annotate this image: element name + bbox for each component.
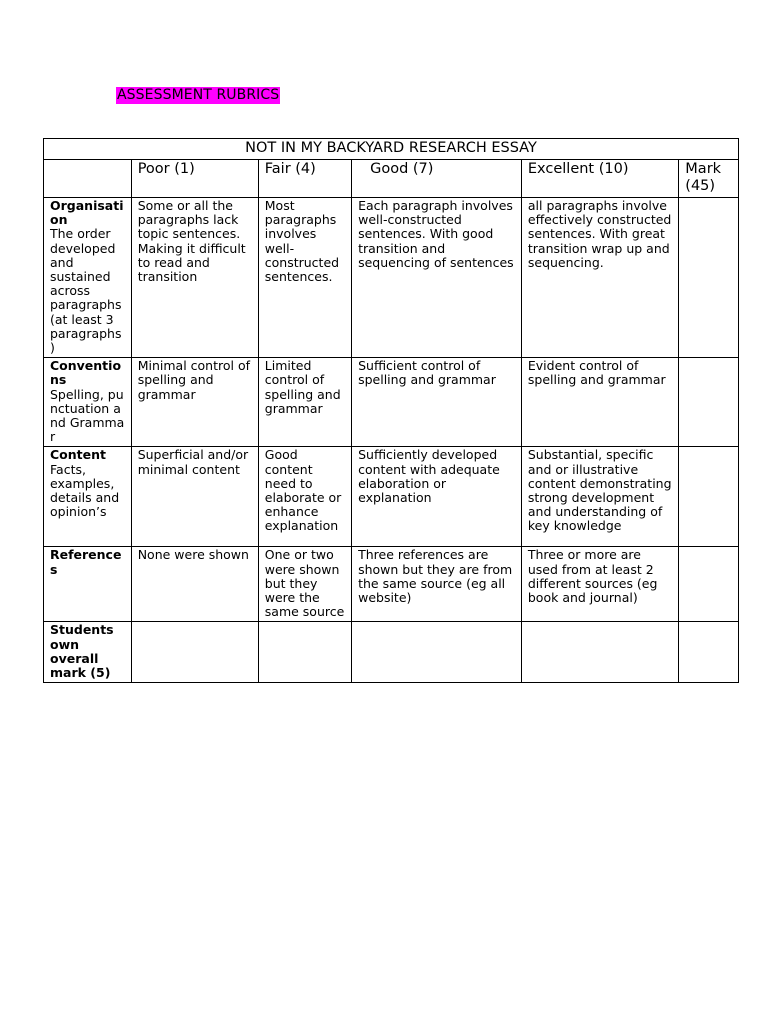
excellent-cell: Substantial, specific and or illustrative content demonstrating strong development and understanding of key knowledge bbox=[521, 447, 678, 547]
poor-cell: Some or all the paragraphs lack topic sentences. Making it difficult to read and transition bbox=[131, 198, 258, 358]
poor-cell: None were shown bbox=[131, 547, 258, 622]
fair-cell: Good content need to elaborate or enhance explanation bbox=[258, 447, 351, 547]
header-poor: Poor (1) bbox=[131, 160, 258, 198]
good-cell: Three references are shown but they are from the same source (eg all website) bbox=[352, 547, 522, 622]
fair-cell: Most paragraphs involves well-constructed sentences. bbox=[258, 198, 351, 358]
mark-cell bbox=[679, 358, 739, 447]
fair-cell: Limited control of spelling and grammar bbox=[258, 358, 351, 447]
excellent-cell: Evident control of spelling and grammar bbox=[521, 358, 678, 447]
excellent-cell bbox=[521, 622, 678, 683]
criteria-name: Organisation bbox=[50, 198, 124, 228]
header-excellent: Excellent (10) bbox=[521, 160, 678, 198]
good-cell bbox=[352, 622, 522, 683]
table-title-row bbox=[44, 139, 739, 160]
criteria-cell bbox=[44, 547, 132, 622]
poor-cell: Superficial and/or minimal content bbox=[131, 447, 258, 547]
criteria-description: Spelling, punctuation and Grammar bbox=[50, 386, 125, 445]
excellent-cell: Three or more are used from at least 2 different sources (eg book and journal) bbox=[521, 547, 678, 622]
rubric-table bbox=[43, 138, 739, 683]
table-row bbox=[44, 547, 739, 622]
criteria-cell bbox=[44, 622, 132, 683]
header-mark: Mark (45) bbox=[679, 160, 739, 198]
criteria-name: Conventions bbox=[50, 358, 122, 388]
table-row bbox=[44, 198, 739, 358]
header-good: Good (7) bbox=[352, 160, 522, 198]
criteria-cell bbox=[44, 198, 132, 358]
table-title: NOT IN MY BACKYARD RESEARCH ESSAY bbox=[44, 139, 739, 160]
criteria-name: Content bbox=[50, 447, 106, 463]
poor-cell bbox=[131, 622, 258, 683]
mark-cell bbox=[679, 547, 739, 622]
mark-cell bbox=[679, 622, 739, 683]
header-fair: Fair (4) bbox=[258, 160, 351, 198]
excellent-cell: all paragraphs involve effectively constructed sentences. With great transition wrap up and sequencing. bbox=[521, 198, 678, 358]
criteria-cell bbox=[44, 447, 132, 547]
fair-cell: One or two were shown but they were the same source bbox=[258, 547, 351, 622]
criteria-cell bbox=[44, 358, 132, 447]
header-row bbox=[44, 160, 739, 198]
table-row bbox=[44, 622, 739, 683]
mark-cell bbox=[679, 198, 739, 358]
good-cell: Sufficiently developed content with adequate elaboration or explanation bbox=[352, 447, 522, 547]
poor-cell: Minimal control of spelling and grammar bbox=[131, 358, 258, 447]
mark-cell bbox=[679, 447, 739, 547]
table-row bbox=[44, 447, 739, 547]
good-cell: Each paragraph involves well-constructed sentences. With good transition and sequencing of sentences bbox=[352, 198, 522, 358]
criteria-description: Facts, examples, details and opinion’s bbox=[50, 461, 120, 520]
fair-cell bbox=[258, 622, 351, 683]
criteria-name: References bbox=[50, 547, 122, 577]
criteria-description: The order developed and sustained across paragraphs (at least 3 paragraphs ) bbox=[50, 226, 122, 356]
criteria-name: Students own overall mark (5) bbox=[50, 622, 114, 681]
good-cell: Sufficient control of spelling and grammar bbox=[352, 358, 522, 447]
table-row bbox=[44, 358, 739, 447]
header-criteria-cell bbox=[44, 160, 132, 198]
document-title: ASSESSMENT RUBRICS bbox=[117, 87, 280, 103]
